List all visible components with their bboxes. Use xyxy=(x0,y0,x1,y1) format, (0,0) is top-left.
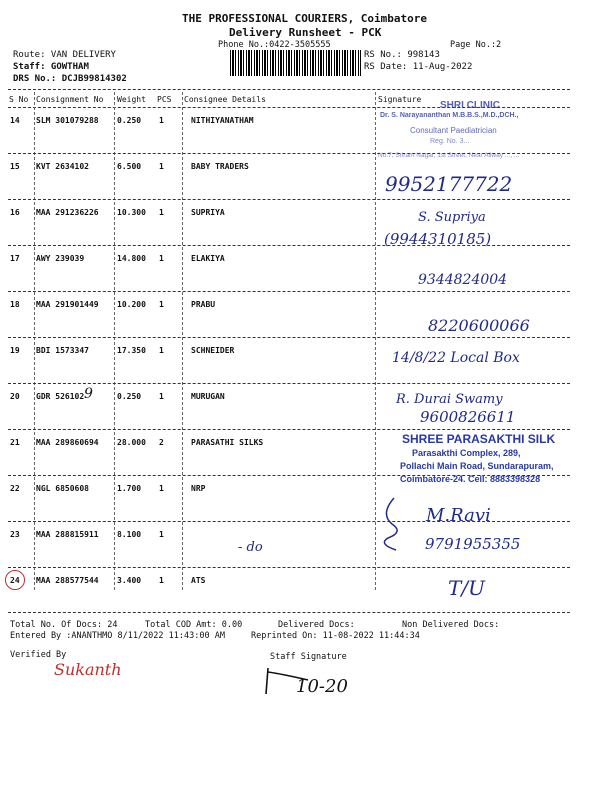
row-pcs: 1 xyxy=(159,392,164,401)
clinic-stamp-title: Consultant Paediatrician xyxy=(410,126,497,135)
row-sno: 15 xyxy=(10,162,20,171)
row-consignee: BABY TRADERS xyxy=(191,162,249,171)
row-sno: 24 xyxy=(10,576,20,585)
row-consignee: NRP xyxy=(191,484,206,493)
clinic-stamp-name: SHRI CLINIC xyxy=(440,100,500,111)
row-weight: 0.250 xyxy=(117,116,142,125)
row-weight: 3.400 xyxy=(117,576,142,585)
entered-by: Entered By :ANANTHMO 8/11/2022 11:43:00 AM xyxy=(10,631,225,641)
row-consignment: MAA 288815911 xyxy=(36,530,99,539)
row-consignee: SCHNEIDER xyxy=(191,346,235,355)
row-rule xyxy=(8,567,570,568)
verified-by: Verified By xyxy=(10,650,67,660)
row-weight: 10.300 xyxy=(117,208,146,217)
ditto-mark: - do xyxy=(238,540,263,555)
clinic-stamp-reg: Reg. No. 3... xyxy=(430,138,470,145)
row-sno: 23 xyxy=(10,530,20,539)
table-row xyxy=(0,484,600,494)
row-sno: 20 xyxy=(10,392,20,401)
route-label: Route: VAN DELIVERY xyxy=(13,50,116,60)
row-rule xyxy=(8,291,570,292)
table-row xyxy=(0,300,600,310)
page-number: Page No.:2 xyxy=(450,40,502,50)
staff-signature-stroke xyxy=(262,664,312,698)
row20-correction-mark: 9 xyxy=(84,386,93,402)
row-weight: 6.500 xyxy=(117,162,142,171)
column-headers xyxy=(0,95,600,105)
reprinted-on: Reprinted On: 11-08-2022 11:44:34 xyxy=(251,631,420,641)
verifier-signature: Sukanth xyxy=(54,660,122,679)
row-rule xyxy=(8,429,570,430)
row-pcs: 2 xyxy=(159,438,164,447)
table-row xyxy=(0,208,600,218)
row-weight: 17.350 xyxy=(117,346,146,355)
company-title: THE PROFESSIONAL COURIERS, Coimbatore xyxy=(182,12,428,25)
staff-label: Staff: GOWTHAM xyxy=(13,62,89,72)
signature-row16-phone: (9944310185) xyxy=(384,230,492,248)
barcode xyxy=(230,50,361,76)
silk-stamp-line2: Parasakthi Complex, 289, xyxy=(412,448,521,458)
row-pcs: 1 xyxy=(159,346,164,355)
phone-number: Phone No.:0422-3505555 xyxy=(218,40,331,50)
silk-stamp-line3: Pollachi Main Road, Sundarapuram, xyxy=(400,461,554,471)
signature-row20-name: R. Durai Swamy xyxy=(396,392,503,407)
table-row xyxy=(0,162,600,172)
table-row xyxy=(0,254,600,264)
row-consignment: BDI 1573347 xyxy=(36,346,89,355)
row-sno: 18 xyxy=(10,300,20,309)
staff-signature: 10-20 xyxy=(296,676,348,697)
signature-row17: 9344824004 xyxy=(418,272,508,288)
col-pcs: PCS xyxy=(157,95,172,104)
row-consignment: GDR 526102 xyxy=(36,392,85,401)
row-sno: 21 xyxy=(10,438,20,447)
row-sno: 14 xyxy=(10,116,20,125)
signature-row23: 9791955355 xyxy=(425,535,521,553)
row-pcs: 1 xyxy=(159,116,164,125)
clinic-stamp-doctor: Dr. S. Narayananthan M.B.B.S.,M.D.,DCH., xyxy=(380,112,519,119)
row-consignee: PRABU xyxy=(191,300,216,309)
signature-row18: 8220600066 xyxy=(428,316,530,335)
row-consignment: MAA 291901449 xyxy=(36,300,99,309)
row-pcs: 1 xyxy=(159,530,164,539)
row-sno: 16 xyxy=(10,208,20,217)
row-pcs: 1 xyxy=(159,576,164,585)
staff-signature-label: Staff Signature xyxy=(270,652,347,662)
row-rule xyxy=(8,383,570,384)
signature-row16-name: S. Supriya xyxy=(418,210,486,225)
row-weight: 28.000 xyxy=(117,438,146,447)
row-consignee: PARASATHI SILKS xyxy=(191,438,264,447)
col-consignee: Consignee Details xyxy=(184,95,266,104)
row-consignee: ATS xyxy=(191,576,206,585)
rs-date: RS Date: 11-Aug-2022 xyxy=(364,62,473,72)
delivered-docs: Delivered Docs: xyxy=(278,620,355,630)
signature-row20-phone: 9600826611 xyxy=(420,408,516,426)
signature-row19: 14/8/22 Local Box xyxy=(392,350,520,366)
header-top-rule xyxy=(8,89,570,90)
row-weight: 14.800 xyxy=(117,254,146,263)
row-consignee: ELAKIYA xyxy=(191,254,225,263)
row-weight: 1.700 xyxy=(117,484,142,493)
total-docs: Total No. Of Docs: 24 xyxy=(10,620,118,630)
row-weight: 0.250 xyxy=(117,392,142,401)
row-consignment: MAA 288577544 xyxy=(36,576,99,585)
silk-stamp-line4: Coimbatore-24. Cell: 8883398328 xyxy=(400,474,541,484)
row-consignee: NITHIYANATHAM xyxy=(191,116,254,125)
row-sno: 19 xyxy=(10,346,20,355)
table-row xyxy=(0,576,600,586)
row-weight: 10.200 xyxy=(117,300,146,309)
signature-row24: T/U xyxy=(448,576,485,600)
row-pcs: 1 xyxy=(159,208,164,217)
row-sno: 17 xyxy=(10,254,20,263)
row-pcs: 1 xyxy=(159,254,164,263)
row-pcs: 1 xyxy=(159,162,164,171)
row-consignee: SUPRIYA xyxy=(191,208,225,217)
col-sno: S No xyxy=(9,95,29,104)
row-sno: 22 xyxy=(10,484,20,493)
row-consignment: MAA 291236226 xyxy=(36,208,99,217)
rs-number: RS No.: 998143 xyxy=(364,50,440,60)
non-delivered-docs: Non Delivered Docs: xyxy=(402,620,500,630)
signature-row15: 9952177722 xyxy=(385,172,513,196)
row-rule xyxy=(8,199,570,200)
col-consignment: Consignment No xyxy=(36,95,104,104)
row-pcs: 1 xyxy=(159,300,164,309)
silk-stamp-name: SHREE PARASAKTHI SILK xyxy=(402,432,556,446)
clinic-stamp-address: No.7, Sriram Nagar, 1st Street, Near Ailway ..., ... xyxy=(378,152,520,159)
total-cod: Total COD Amt: 0.00 xyxy=(145,620,243,630)
row-pcs: 1 xyxy=(159,484,164,493)
row-consignment: AWY 239039 xyxy=(36,254,85,263)
row-rule xyxy=(8,337,570,338)
row-weight: 8.100 xyxy=(117,530,142,539)
row-consignment: MAA 289860694 xyxy=(36,438,99,447)
row-consignment: NGL 6850608 xyxy=(36,484,89,493)
row-consignment: KVT 2634102 xyxy=(36,162,89,171)
doc-title: Delivery Runsheet - PCK xyxy=(229,26,382,39)
signature-row22: M.Ravi xyxy=(426,505,491,526)
col-weight: Weight xyxy=(117,95,146,104)
row-consignee: MURUGAN xyxy=(191,392,225,401)
col-signature: Signature xyxy=(378,95,422,104)
footer-rule xyxy=(8,612,570,613)
signature-row22-stroke xyxy=(374,494,414,554)
circled-mark xyxy=(5,570,25,590)
row-consignment: SLM 301079288 xyxy=(36,116,99,125)
drs-number: DRS No.: DCJB99814302 xyxy=(13,74,127,84)
